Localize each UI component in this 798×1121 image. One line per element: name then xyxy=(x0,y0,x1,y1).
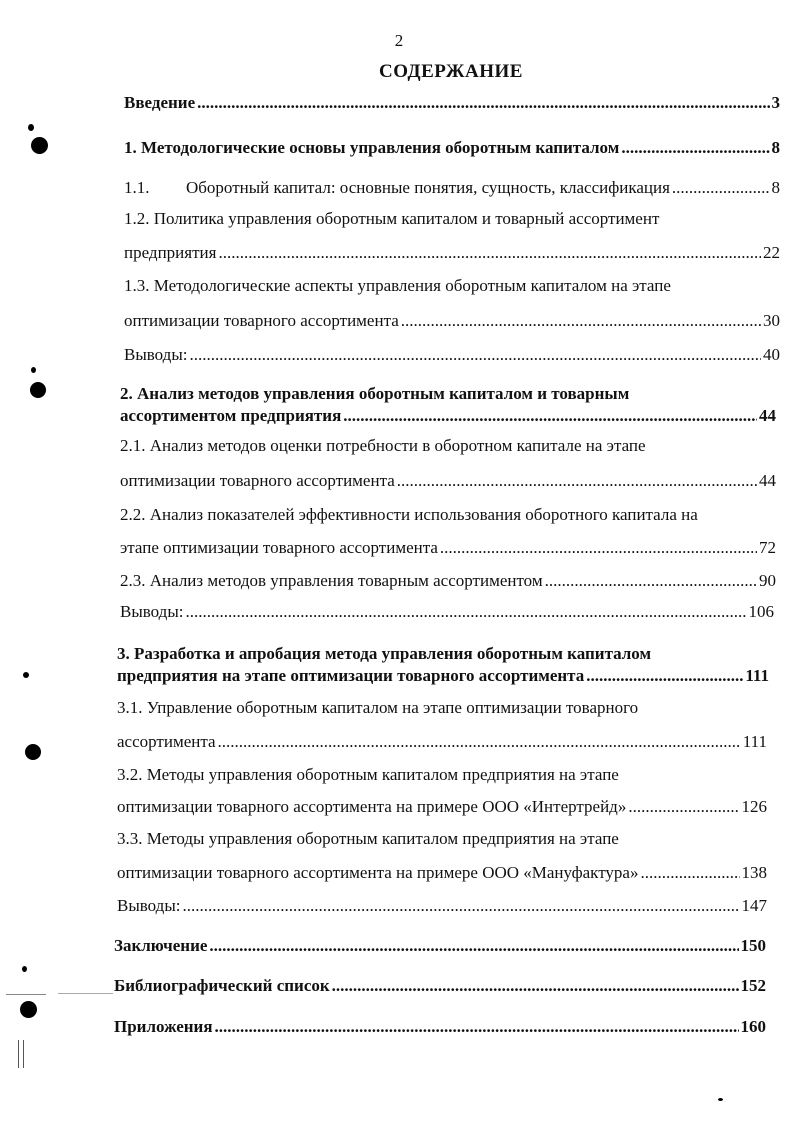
toc-entry-2-2[interactable] xyxy=(120,537,776,559)
toc-page: 72 xyxy=(759,538,776,557)
toc-entry-3-1-line1: 3.1. Управление оборотным капиталом на этапе оптимизации товарного xyxy=(117,698,639,717)
toc-label: 2.3. Анализ методов управления товарным ассортиментом xyxy=(120,571,543,590)
toc-entry-appendix[interactable] xyxy=(114,1016,766,1038)
toc-entry-3-3-line1: 3.3. Методы управления оборотным капиталом предприятия на этапе xyxy=(117,829,619,848)
toc-entry-1-3-line1: 1.3. Методологические аспекты управления оборотным капиталом на этапе xyxy=(124,276,671,295)
toc-entry-bibliography[interactable] xyxy=(114,975,766,997)
speck-mark xyxy=(22,966,27,972)
toc-entry-2-1-line1: 2.1. Анализ методов оценки потребности в оборотном капитале на этапе xyxy=(120,436,646,455)
scan-line xyxy=(58,993,113,994)
toc-page: 3 xyxy=(771,93,780,112)
toc-entry-intro[interactable] xyxy=(124,92,780,114)
toc-label: Оборотный капитал: основные понятия, сущность, классификация xyxy=(186,178,670,197)
toc-number: 1.1. xyxy=(124,178,150,197)
toc-entry-conclusions-3[interactable] xyxy=(117,895,767,917)
toc-entry-1-1[interactable] xyxy=(124,177,780,199)
toc-label: оптимизации товарного ассортимента xyxy=(120,471,395,490)
page-number: 2 xyxy=(394,31,404,50)
toc-entry-chapter-1[interactable] xyxy=(124,137,780,159)
speck-mark xyxy=(31,367,36,373)
toc-label: оптимизации товарного ассортимента на примере ООО «Интертрейд» xyxy=(117,797,627,816)
toc-label: оптимизации товарного ассортимента xyxy=(124,311,399,330)
toc-label: этапе оптимизации товарного ассортимента xyxy=(120,538,438,557)
toc-entry-chapter-3[interactable] xyxy=(117,665,769,687)
toc-label: Выводы: xyxy=(120,602,184,621)
toc-entry-chapter-2[interactable] xyxy=(120,405,776,427)
toc-label: ассортимента xyxy=(117,732,216,751)
toc-label: 1. Методологические основы управления оборотным капиталом xyxy=(124,138,620,157)
toc-page: 152 xyxy=(740,976,766,995)
toc-entry-conclusion[interactable] xyxy=(114,935,766,957)
toc-page: 30 xyxy=(763,311,780,330)
toc-label: Приложения xyxy=(114,1017,213,1036)
toc-label: Выводы: xyxy=(124,345,188,364)
toc-label: Заключение xyxy=(114,936,208,955)
toc-entry-conclusions-2[interactable] xyxy=(120,601,774,623)
toc-label: предприятия xyxy=(124,243,217,262)
binder-hole-mark xyxy=(31,137,48,154)
toc-entry-1-2-line1: 1.2. Политика управления оборотным капиталом и товарный ассортимент xyxy=(124,209,660,228)
toc-entry-3-1[interactable] xyxy=(117,731,767,753)
binder-hole-mark xyxy=(20,1001,37,1018)
toc-page: 106 xyxy=(748,602,774,621)
toc-page: 90 xyxy=(759,571,776,590)
toc-entry-conclusions-1[interactable] xyxy=(124,344,780,366)
toc-page: 160 xyxy=(740,1017,766,1036)
binder-hole-mark xyxy=(25,744,41,760)
scan-line xyxy=(6,994,46,995)
toc-label: Библиографический список xyxy=(114,976,330,995)
toc-page: 44 xyxy=(759,406,776,425)
toc-page: 126 xyxy=(741,797,767,816)
toc-page: 111 xyxy=(745,666,769,685)
toc-page: 111 xyxy=(742,732,767,751)
toc-entry-chapter-2-line1: 2. Анализ методов управления оборотным капиталом и товарным xyxy=(120,384,630,403)
toc-label: Введение xyxy=(124,93,196,112)
speck-mark xyxy=(718,1098,723,1101)
toc-page: 8 xyxy=(771,138,780,157)
toc-label: предприятия на этапе оптимизации товарного ассортимента xyxy=(117,666,585,685)
toc-label: Выводы: xyxy=(117,896,181,915)
toc-entry-3-2[interactable] xyxy=(117,796,767,818)
toc-entry-2-2-line1: 2.2. Анализ показателей эффективности использования оборотного капитала на xyxy=(120,505,698,524)
toc-page: 138 xyxy=(741,863,767,882)
toc-page: 44 xyxy=(759,471,776,490)
scan-line xyxy=(18,1040,19,1068)
binder-hole-mark xyxy=(30,382,46,398)
toc-entry-1-2[interactable] xyxy=(124,242,780,264)
toc-label: оптимизации товарного ассортимента на примере ООО «Мануфактура» xyxy=(117,863,639,882)
page-title: СОДЕРЖАНИЕ xyxy=(379,61,523,82)
toc-page: 8 xyxy=(771,178,780,197)
toc-label: ассортиментом предприятия xyxy=(120,406,342,425)
speck-mark xyxy=(28,124,34,131)
toc-entry-3-2-line1: 3.2. Методы управления оборотным капиталом предприятия на этапе xyxy=(117,765,619,784)
toc-entry-chapter-3-line1: 3. Разработка и апробация метода управления оборотным капиталом xyxy=(117,644,652,663)
toc-entry-1-3[interactable] xyxy=(124,310,780,332)
toc-entry-2-3[interactable] xyxy=(120,570,776,592)
toc-page: 40 xyxy=(763,345,780,364)
toc-page: 22 xyxy=(763,243,780,262)
speck-mark xyxy=(23,672,29,678)
toc-entry-3-3[interactable] xyxy=(117,862,767,884)
toc-entry-2-1[interactable] xyxy=(120,470,776,492)
toc-page: 150 xyxy=(740,936,766,955)
toc-page: 147 xyxy=(741,896,767,915)
scan-line xyxy=(23,1040,24,1068)
